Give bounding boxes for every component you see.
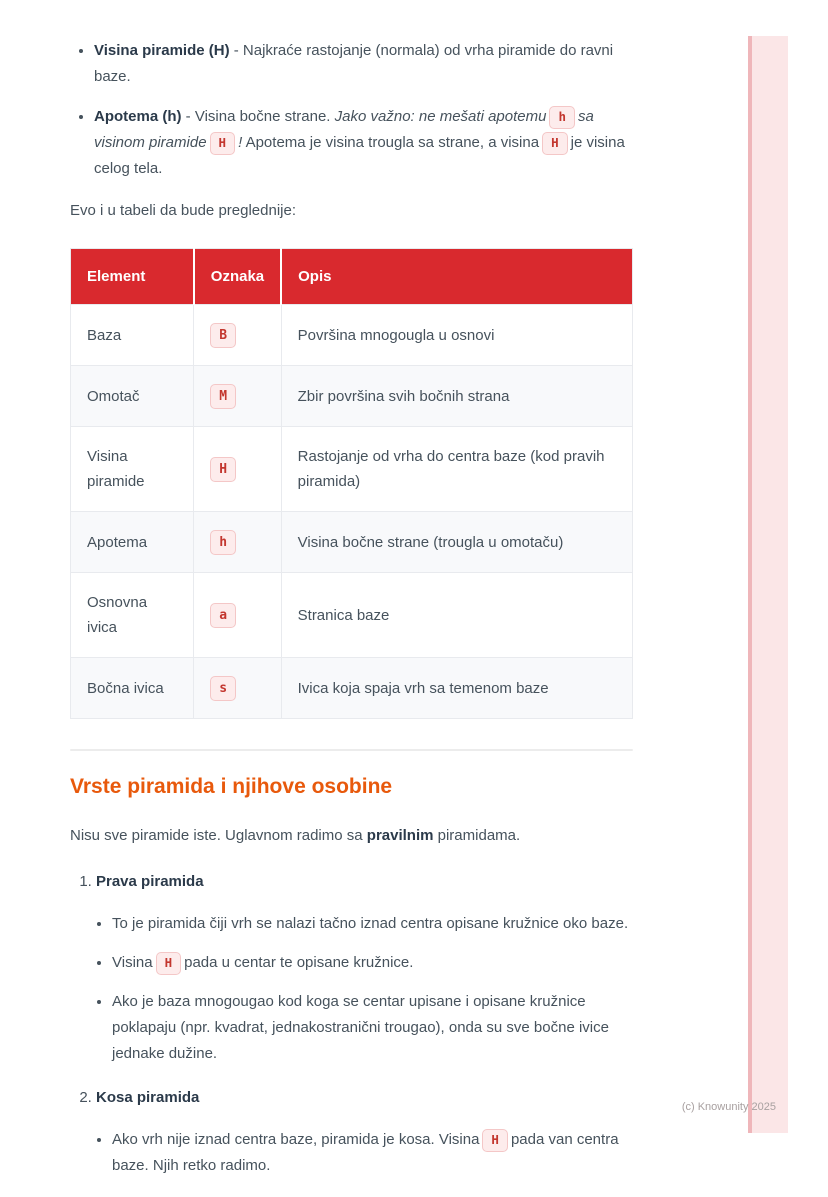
table-header-oznaka: Oznaka <box>194 249 281 305</box>
text: - Najkraće rastojanje (normala) od vrha piramide do ravni baze. <box>94 42 614 85</box>
symbol-badge: h <box>210 530 236 555</box>
text: Ako je baza mnogougao kod koga se centar upisane i opisane kružnice poklapaju (npr. kvadrat, jednakostranični trougao), onda su sve bočne ivice jednake dužine. <box>112 993 609 1062</box>
text: Apotema je visina trougla sa strane, a visina <box>242 134 540 151</box>
italic-text: sa visinom piramide <box>94 108 594 151</box>
cell-oznaka <box>194 366 281 427</box>
cell-element: Omotač <box>71 366 194 427</box>
cell-element: Apotema <box>71 512 194 573</box>
definitions-list <box>70 38 633 182</box>
symbol-badge: h <box>549 106 575 129</box>
watermark: (c) Knowunity 2025 <box>681 1101 776 1113</box>
detail-item <box>112 911 633 937</box>
table-header-element: Element <box>71 249 194 305</box>
cell-element: Osnovna ivica <box>71 573 194 658</box>
italic-text: Jako važno: ne mešati apotemu <box>334 108 547 125</box>
cell-opis: Rastojanje od vrha do centra baze (kod pravih piramida) <box>281 427 632 512</box>
table-row <box>71 573 633 658</box>
table-intro-text: Evo i u tabeli da bude preglednije: <box>70 202 296 219</box>
cell-opis: Ivica koja spaja vrh sa temenom baze <box>281 658 632 719</box>
text: je visina celog tela. <box>94 134 625 177</box>
cell-opis: Površina mnogougla u osnovi <box>281 305 632 366</box>
cell-oznaka <box>194 573 281 658</box>
text: Nisu sve piramide iste. Uglavnom radimo sa <box>70 827 367 844</box>
definition-item <box>94 104 633 182</box>
table-header-opis: Opis <box>281 249 632 305</box>
bold-text: pravilnim <box>366 827 434 844</box>
table-row <box>71 366 633 427</box>
text: To je piramida čiji vrh se nalazi tačno iznad centra opisane kružnice oko baze. <box>112 915 629 932</box>
symbol-badge: H <box>482 1129 508 1152</box>
italic-text: ! <box>238 134 243 151</box>
text: pada u centar te opisane kružnice. <box>184 954 414 971</box>
symbol-badge: s <box>210 676 236 701</box>
text: Ako vrh nije iznad centra baze, piramida je kosa. Visina <box>112 1131 480 1148</box>
pyramid-type-title: Prava piramida <box>96 873 204 890</box>
symbol-badge: B <box>210 323 236 348</box>
cell-element: Baza <box>71 305 194 366</box>
symbol-badge: H <box>210 457 236 482</box>
cell-opis: Stranica baze <box>281 573 632 658</box>
bold-text: Visina piramide (H) <box>94 42 230 59</box>
pyramid-type-details <box>96 911 633 1067</box>
pyramid-types-list <box>70 869 633 1179</box>
pyramid-type-item <box>96 869 633 1067</box>
text: piramidama. <box>433 827 521 844</box>
cell-oznaka <box>194 427 281 512</box>
text: - Visina bočne strane. <box>181 108 335 125</box>
table-row <box>71 305 633 366</box>
section-divider <box>70 749 633 751</box>
detail-item <box>112 950 633 976</box>
table-row <box>71 512 633 573</box>
table-header-row <box>71 249 633 305</box>
cell-oznaka <box>194 512 281 573</box>
cell-oznaka <box>194 305 281 366</box>
cell-element: Visina piramide <box>71 427 194 512</box>
detail-item <box>112 989 633 1067</box>
pyramid-type-item <box>96 1085 633 1179</box>
symbol-badge: a <box>210 603 236 628</box>
cell-element: Bočna ivica <box>71 658 194 719</box>
section-heading: Vrste piramida i njihove osobine <box>70 775 393 798</box>
elements-table <box>70 248 633 719</box>
bold-text: Apotema (h) <box>94 108 182 125</box>
symbol-badge: H <box>210 132 236 155</box>
cell-oznaka <box>194 658 281 719</box>
text: pada van centra baze. Njih retko radimo. <box>112 1131 619 1174</box>
table-row <box>71 658 633 719</box>
symbol-badge: H <box>156 952 182 975</box>
cell-opis: Visina bočne strane (trougla u omotaču) <box>281 512 632 573</box>
pyramid-type-title: Kosa piramida <box>96 1089 200 1106</box>
page-edge-highlight <box>748 36 788 1133</box>
definition-item <box>94 38 633 90</box>
detail-item <box>112 1127 633 1179</box>
section-intro-text <box>70 823 633 849</box>
symbol-badge: M <box>210 384 236 409</box>
document-content <box>70 38 633 1197</box>
cell-opis: Zbir površina svih bočnih strana <box>281 366 632 427</box>
text: Visina <box>112 954 153 971</box>
pyramid-type-details <box>96 1127 633 1179</box>
symbol-badge: H <box>542 132 568 155</box>
table-row <box>71 427 633 512</box>
